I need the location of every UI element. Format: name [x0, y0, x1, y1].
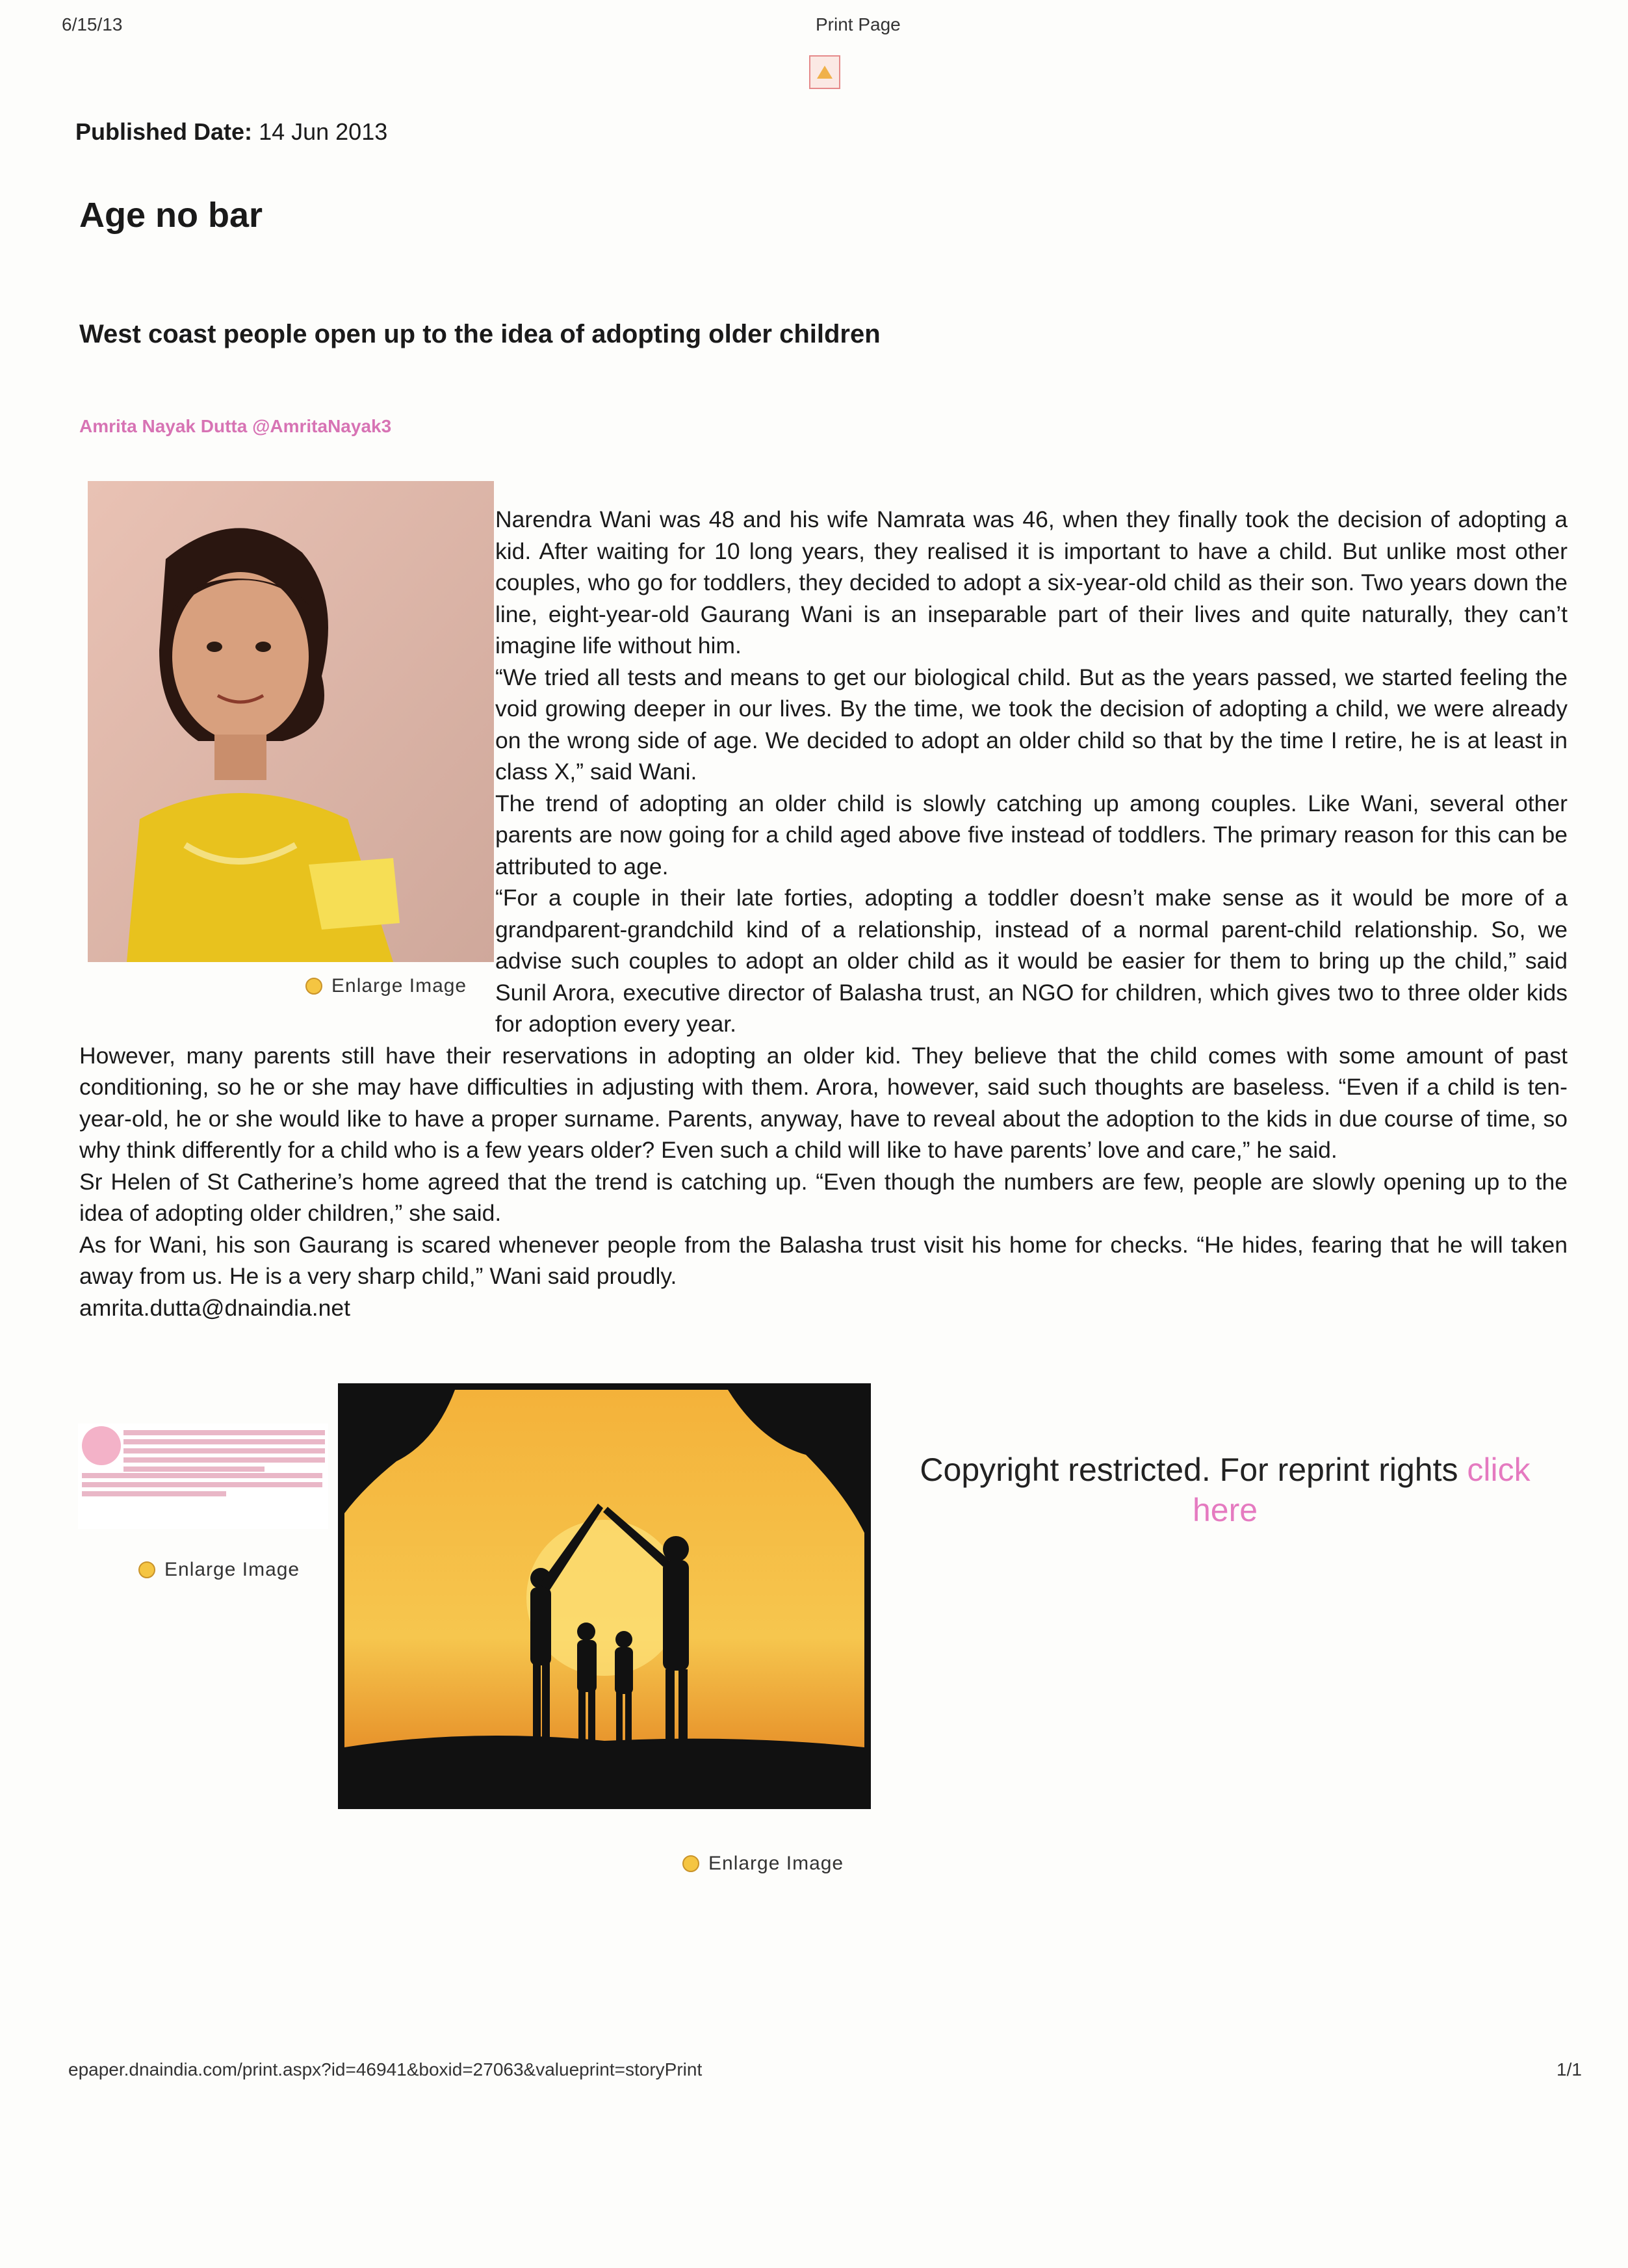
enlarge-label: Enlarge Image: [164, 1559, 300, 1580]
enlarge-icon: [138, 1561, 155, 1578]
print-page-title: Print Page: [816, 14, 901, 34]
footer-url: epaper.dnaindia.com/print.aspx?id=46941&boxid=27063&valueprint=storyPrint: [68, 2059, 703, 2079]
family-silhouette-photo[interactable]: [338, 1383, 871, 1809]
author-email: amrita.dutta@dnaindia.net: [79, 1294, 350, 1321]
paragraph-1: Narendra Wani was 48 and his wife Namrata was 46, when they finally took the decision of adopting a kid. After waiting for 10 long years, they realised it is important to have a child. But unlike most other couples, who go for toddlers, they decided to adopt a six-year-old child as their son. Two years down the line, eight-year-old Gaurang Wani is an inseparable part of their lives and quite naturally, they can’t imagine life without him.: [495, 506, 1568, 658]
paragraph-2: “We tried all tests and means to get our biological child. But as the years passed, we started feeling the void growing deeper in our lives. By the time, we took the decision of adopting a child, we were already on the wrong side of age. We decided to adopt an older child so that by the time I retire, he is at least in class X,” said Wani.: [495, 664, 1568, 785]
enlarge-image-link-3[interactable]: [682, 1853, 844, 1875]
copyright-text: Copyright restricted. For reprint rights: [920, 1452, 1467, 1488]
enlarge-label: Enlarge Image: [708, 1853, 844, 1874]
paragraph-5: However, many parents still have their reservations in adopting an older kid. They believe that the child comes with some amount of past conditioning, so he or she may have difficulties in adjusting with them. Arora, however, said such thoughts are baseless. “Even if a child is ten-year-old, he or she would like to have a proper surname. Parents, anyway, have to reveal about the adoption to the kids in due course of time, so why think differently for a child who is a few years older? Even such a child will like to have parents’ love and care,” he said.: [79, 1042, 1568, 1163]
reprint-rights-link[interactable]: click here: [1192, 1452, 1531, 1528]
enlarge-label: Enlarge Image: [331, 975, 467, 997]
enlarge-image-link-2[interactable]: [138, 1559, 300, 1581]
copyright-notice: [903, 1450, 1547, 1530]
paragraph-7: As for Wani, his son Gaurang is scared whenever people from the Balasha trust visit his home for checks. “He hides, fearing that he will taken away from us. He is a very sharp child,” Wani said proudly.: [79, 1231, 1568, 1289]
enlarge-icon: [682, 1855, 699, 1872]
article-subtitle: West coast people open up to the idea of adopting older children: [79, 320, 881, 348]
article-title: Age no bar: [79, 196, 263, 235]
paragraph-4: “For a couple in their late forties, adopting a toddler doesn’t make sense as it would be more of a grandparent-grandchild kind of a relationship, instead of a normal parent-child relationship. So, we advise such couples to adopt an older child as it would be easier for them to bring up the child,” said Sunil Arora, executive director of Balasha trust, an NGO for children, which gives two to three older kids for adoption every year.: [495, 885, 1568, 1037]
print-date: 6/15/13: [62, 14, 123, 34]
page-number: 1/1: [1557, 2059, 1582, 2079]
published-date-label: Published Date:: [75, 118, 253, 145]
article-byline: Amrita Nayak Dutta @AmritaNayak3: [79, 416, 392, 436]
published-date: [75, 118, 387, 146]
paragraph-6: Sr Helen of St Catherine’s home agreed that the trend is catching up. “Even though the numbers are few, people are slowly opening up to the idea of adopting older children,” she said.: [79, 1168, 1568, 1226]
paragraph-3: The trend of adopting an older child is slowly catching up among couples. Like Wani, several other parents are now going for a child aged above five instead of toddlers. The primary reason for this can be attributed to age.: [495, 790, 1568, 880]
article-body: [79, 504, 1568, 1323]
published-date-value: 14 Jun 2013: [259, 118, 388, 145]
broken-image-icon: [809, 55, 840, 89]
quote-clipping-thumbnail[interactable]: [78, 1424, 328, 1529]
